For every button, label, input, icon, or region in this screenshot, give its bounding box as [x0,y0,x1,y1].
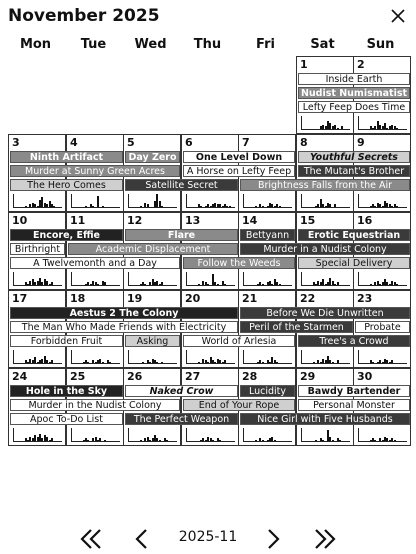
event-bar[interactable]: Apoc To-Do List [10,413,123,425]
event-bar[interactable]: Peril of the Starmen [240,321,353,333]
activity-bar [87,362,89,363]
activity-bar [200,206,202,207]
activity-bar [156,362,158,363]
activity-sparkline [301,116,350,130]
activity-sparkline [128,194,177,208]
activity-bar [142,362,144,363]
day-number: 21 [242,292,258,305]
activity-bar [337,282,339,285]
day-number: 13 [185,214,201,227]
activity-bar [99,438,101,441]
day-number: 4 [70,136,78,149]
event-bar[interactable]: Nice Girl with Five Husbands [240,413,410,425]
event-bar[interactable]: The Perfect Weapon [125,413,238,425]
day-number: 20 [185,292,201,305]
day-number: 14 [242,214,258,227]
activity-bar [144,284,146,285]
activity-sparkline [13,272,62,286]
activity-bar [207,284,209,285]
activity-bar [262,362,264,363]
event-bar[interactable]: A Twelvemonth and a Day [10,257,180,269]
activity-bar [391,360,393,363]
activity-bar [224,284,226,285]
weekday-header-mon: Mon [19,37,52,52]
event-bar[interactable]: Forbidden Fruit [10,335,123,347]
activity-bar [161,282,163,285]
activity-sparkline [186,194,235,208]
activity-bar [341,126,343,129]
event-bar[interactable]: Youthful Secrets [298,151,410,163]
day-number: 26 [127,370,143,383]
activity-bar [315,440,317,441]
activity-sparkline [301,194,350,208]
activity-bar [332,362,334,363]
day-number: 22 [300,292,316,305]
day-number: 29 [300,370,316,383]
activity-bar [51,360,53,363]
day-number: 17 [12,292,28,305]
activity-bar [339,440,341,441]
activity-sparkline [186,272,235,286]
day-number: 23 [357,292,373,305]
activity-bar [97,284,99,285]
page-title: November 2025 [8,6,160,26]
event-bar[interactable]: A Horse on Lefty Feep [183,165,295,177]
activity-sparkline [13,194,62,208]
activity-bar [85,206,87,207]
event-bar[interactable]: Encore, Effie [10,229,123,241]
activity-bar [102,362,104,363]
activity-sparkline [243,194,292,208]
activity-bar [332,440,334,441]
activity-sparkline [243,428,292,442]
activity-sparkline [128,350,177,364]
day-number: 16 [357,214,373,227]
event-bar[interactable]: Lefty Feep Does Time [298,101,410,113]
activity-bar [166,440,168,441]
activity-sparkline [13,428,62,442]
event-bar[interactable]: Murder in a Nudist Colony [240,243,410,255]
event-bar[interactable]: Inside Earth [298,73,410,85]
activity-bar [262,440,264,441]
day-number: 6 [185,136,193,149]
activity-bar [276,362,278,363]
event-bar[interactable]: Murder at Sunny Green Acres [10,165,180,177]
event-bar[interactable]: Naked Crow [125,385,238,397]
activity-bar [140,206,142,207]
activity-bar [329,204,331,207]
double-chevron-left-icon[interactable] [78,526,104,552]
activity-bar [161,362,163,363]
activity-bar [274,440,276,441]
activity-bar [262,206,264,207]
activity-bar [396,206,398,207]
activity-sparkline [13,350,62,364]
day-number: 9 [357,136,365,149]
day-number: 7 [242,136,250,149]
activity-sparkline [301,272,350,286]
activity-bar [140,440,142,441]
activity-bar [147,204,149,207]
activity-bar [313,362,315,363]
event-bar[interactable]: Before We Die Unwritten [240,307,410,319]
event-bar[interactable]: Special Delivery [298,257,410,269]
day-number: 8 [300,136,308,149]
weekday-header-sun: Sun [366,37,395,52]
day-number: 15 [300,214,316,227]
activity-bar [229,206,231,207]
event-bar[interactable]: Ninth Artifact [10,151,123,163]
event-bar[interactable]: Flare [125,229,238,241]
activity-sparkline [358,272,407,286]
day-number: 12 [127,214,143,227]
activity-bar [87,440,89,441]
activity-bar [102,206,104,207]
activity-sparkline [71,350,120,364]
day-number: 27 [185,370,201,383]
activity-bar [25,206,27,207]
activity-bar [279,206,281,207]
activity-bar [92,206,94,207]
event-bar[interactable]: The Hero Comes [10,179,123,191]
activity-bar [217,284,219,285]
event-bar[interactable]: Personal Monster [298,399,410,411]
activity-sparkline [358,350,407,364]
event-bar[interactable]: Bawdy Bartender [298,385,410,397]
day-number: 19 [127,292,143,305]
day-number: 2 [357,58,365,71]
activity-bar [396,284,398,285]
event-bar[interactable]: Satellite Secret [125,179,238,191]
activity-bar [104,282,106,285]
day-number: 5 [127,136,135,149]
day-number: 25 [70,370,86,383]
activity-bar [337,360,339,363]
event-bar[interactable]: Brightness Falls from the Air [240,179,410,191]
activity-sparkline [71,272,120,286]
weekday-header-thu: Thu [193,37,222,52]
current-period-label: 2025-11 [178,529,238,545]
activity-bar [198,362,200,363]
day-number: 30 [357,370,373,383]
event-bar[interactable]: Nudist Numismatist [298,87,410,99]
activity-sparkline [301,428,350,442]
activity-bar [374,440,376,441]
event-bar[interactable]: Lucidity [240,385,295,397]
activity-sparkline [186,428,235,442]
activity-sparkline [128,272,177,286]
day-number: 10 [12,214,28,227]
day-number: 11 [70,214,86,227]
event-bar[interactable]: One Level Down [183,151,295,163]
day-number: 1 [300,58,308,71]
activity-sparkline [358,194,407,208]
activity-sparkline [71,194,120,208]
event-bar[interactable]: Probate [355,321,410,333]
activity-bar [97,196,99,207]
day-number: 28 [242,370,258,383]
chevron-right-icon[interactable] [265,526,281,552]
activity-bar [334,204,336,207]
activity-sparkline [243,272,292,286]
weekday-header-wed: Wed [134,37,167,52]
event-bar[interactable]: Aestus 2 The Colony [10,307,238,319]
event-bar[interactable]: World of Arlesia [183,335,295,347]
activity-sparkline [358,116,407,130]
event-bar[interactable]: Day Zero [125,151,180,163]
activity-bar [109,362,111,363]
activity-sparkline [358,428,407,442]
activity-bar [279,284,281,285]
event-bar[interactable]: Asking [125,335,180,347]
activity-sparkline [243,350,292,364]
event-bar[interactable]: Erotic Equestrian [298,229,410,241]
event-bar[interactable]: Birthright [10,243,65,255]
event-bar[interactable]: End of Your Rope [183,399,295,411]
weekday-header-fri: Fri [256,37,275,52]
activity-bar [212,440,214,441]
activity-bar [255,440,257,441]
event-bar[interactable]: Hole in the Sky [10,385,123,397]
activity-bar [255,206,257,207]
activity-sparkline [301,350,350,364]
activity-bar [104,440,106,441]
event-bar[interactable]: The Mutant's Brother [298,165,410,177]
event-bar[interactable]: Academic Displacement [68,243,238,255]
activity-bar [159,440,161,441]
activity-bar [394,440,396,441]
weekday-header-sat: Sat [310,37,335,52]
event-bar[interactable]: Tree's a Crowd [298,335,410,347]
activity-bar [372,362,374,363]
event-bar[interactable]: Murder in the Nudist Colony [10,399,180,411]
chevron-left-icon[interactable] [134,526,150,552]
day-number: 3 [12,136,20,149]
weekday-header-tue: Tue [80,37,107,52]
activity-bar [161,206,163,207]
activity-bar [370,284,372,285]
event-bar[interactable]: Bettyann [240,229,295,241]
activity-bar [53,206,55,207]
activity-bar [224,360,226,363]
activity-bar [396,128,398,129]
activity-bar [198,284,200,285]
day-number: 24 [12,370,28,383]
double-chevron-right-icon[interactable] [312,526,338,552]
event-bar[interactable]: The Man Who Made Friends with Electricity [10,321,238,333]
event-bar[interactable]: Follow the Weeds [183,257,295,269]
activity-bar [51,438,53,441]
activity-bar [322,440,324,441]
activity-sparkline [128,428,177,442]
activity-bar [337,128,339,129]
activity-sparkline [186,350,235,364]
activity-bar [262,284,264,285]
activity-bar [219,440,221,441]
day-number: 18 [70,292,86,305]
activity-bar [51,282,53,285]
activity-sparkline [71,428,120,442]
